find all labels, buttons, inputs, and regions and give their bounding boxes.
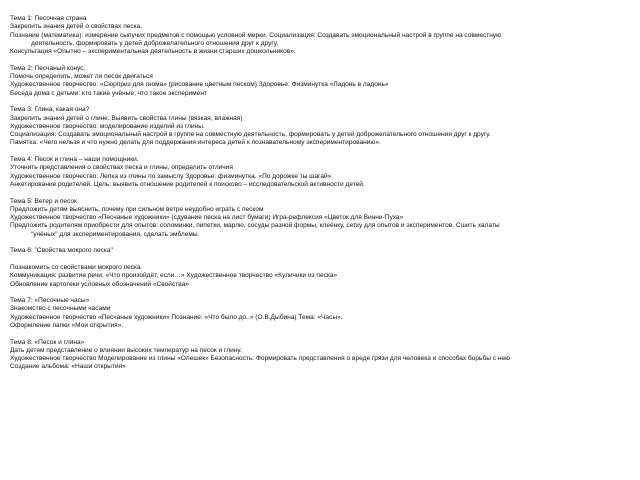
topic-line: Знакомство с песочными часами <box>10 305 111 313</box>
topic-title: Тема 5: Ветер и песок <box>10 197 77 205</box>
topic-title: Тема 7: «Песочные часы» <box>10 297 90 305</box>
topic-block <box>10 198 636 239</box>
topic-block <box>10 156 636 189</box>
topic-separator <box>10 148 636 156</box>
topic-line: Предложить детям выяснить, почему при сильном ветре неудобно играть с песком <box>10 205 264 213</box>
topic-line: Социализация: Создавать эмоциональный настрой в группе на совместную деятельность, формировать у детей доброжелательного отношения друг к другу. <box>10 131 491 139</box>
topic-title: Тема 8: «Песок и глина» <box>10 338 85 346</box>
topic-title: Тема 3: Глина, какая она? <box>10 106 90 114</box>
topic-line: Предложить родителям приобрести для опытов: соломинки, пипетки, марлю, сосуды разной формы, клеёнку, сетку для опытов и экспериментов. Сшить халаты <box>10 222 500 230</box>
topic-line: Познакомить со свойствами мокрого песка <box>10 263 141 271</box>
topic-block <box>10 15 636 56</box>
topic-block <box>10 65 636 98</box>
topic-line: Познание (математика): измерение сыпучих предметов с помощью условной мерки. Социализация: Создавать эмоциональный настрой в группе на совместную <box>10 31 502 39</box>
topic-block <box>10 106 636 147</box>
topic-separator <box>10 98 636 106</box>
topic-separator <box>10 189 636 197</box>
topic-line: Оформление папки «Мои открытия». <box>10 321 124 329</box>
topic-block <box>10 247 636 288</box>
topic-line: деятельность, формировать у детей доброжелательного отношения друг к другу. <box>31 39 279 47</box>
topic-line <box>10 256 636 264</box>
topic-line: Художественное творчество: Лепка из глины по замыслу Здоровье: физминутка. «По дорожке ты шагай» <box>10 172 332 180</box>
topic-line: Художественное творчество Моделирование из глины «Олешек» Безопасность: Формировать представления о вреде грязи для человека и способах борьбы с нею <box>10 355 511 363</box>
topic-line: Художественное творчество «Песчаные художники» (сдувание песка на лист бумаги) Игра-рефлексия «Цветок для Винни-Пуха» <box>10 214 404 222</box>
document-body <box>10 15 636 372</box>
topic-line: Художественное творчество: моделирование изделий из глины. <box>10 122 205 130</box>
topic-line: Помочь определить, может ли песок двигаться <box>10 73 153 81</box>
topic-line: Художественное творчество «Песчаные художники» Познание: «Что было до..» (О.В.Дыбина) Тема: «Часы». <box>10 313 343 321</box>
topic-line: Художественное творчество: «Сюрприз для гнома» (рисование цветным песком) Здоровье: Физминутка «Ладонь в ладонь» <box>10 81 389 89</box>
topic-separator <box>10 289 636 297</box>
topic-line: Обновление картотеки условных обозначений «Свойства» <box>10 280 189 288</box>
topic-line: Закрепить знания детей о свойствах песка. <box>10 23 143 31</box>
topic-line: Создание альбома: «Наши открытия» <box>10 363 126 371</box>
topic-block <box>10 297 636 330</box>
topic-title: Тема 4: Песок и глина – наши помощники. <box>10 156 139 164</box>
topic-title: Тема 2: Песчаный конус. <box>10 64 86 72</box>
topic-separator <box>10 330 636 338</box>
topic-separator <box>10 56 636 64</box>
topic-line: Коммуникация: развитие речи: «Что произойдёт, если…» Художественное творчество «Куличики из песка» <box>10 272 338 280</box>
topic-line: Анкетирование родителей. Цель: выявить отношение родителей к поисково – исследовательской активности детей. <box>10 180 365 188</box>
topic-title: Тема 1: Песочная страна <box>10 15 87 22</box>
topic-line: Закрепить знания детей о глине. Выявить свойства глины (вязкая, влажная) <box>10 114 243 122</box>
topic-block <box>10 339 636 372</box>
topic-line: Уточнить представления о свойствах песка и глины, определить отличия <box>10 164 233 172</box>
topic-title: Тема 6: "Свойства мокрого песка" <box>10 247 113 255</box>
topic-line: Беседа дома с детьми: кто такие учёные; что такое эксперимент <box>10 89 207 97</box>
topic-separator <box>10 239 636 247</box>
topic-line: Памятка: «Чего нельзя и что нужно делать для поддержания интереса детей к познавательному экспериментированию». <box>10 139 381 147</box>
topic-line: "учёных" для экспериментирования, сделать эмблемы. <box>31 230 200 238</box>
topic-line: Дать детям представление о влиянии высоких температур на песок и глину. <box>10 346 242 354</box>
topic-line: Консультация «Опытно – экспериментальная деятельность в жизни старших дошкольников». <box>10 48 296 56</box>
